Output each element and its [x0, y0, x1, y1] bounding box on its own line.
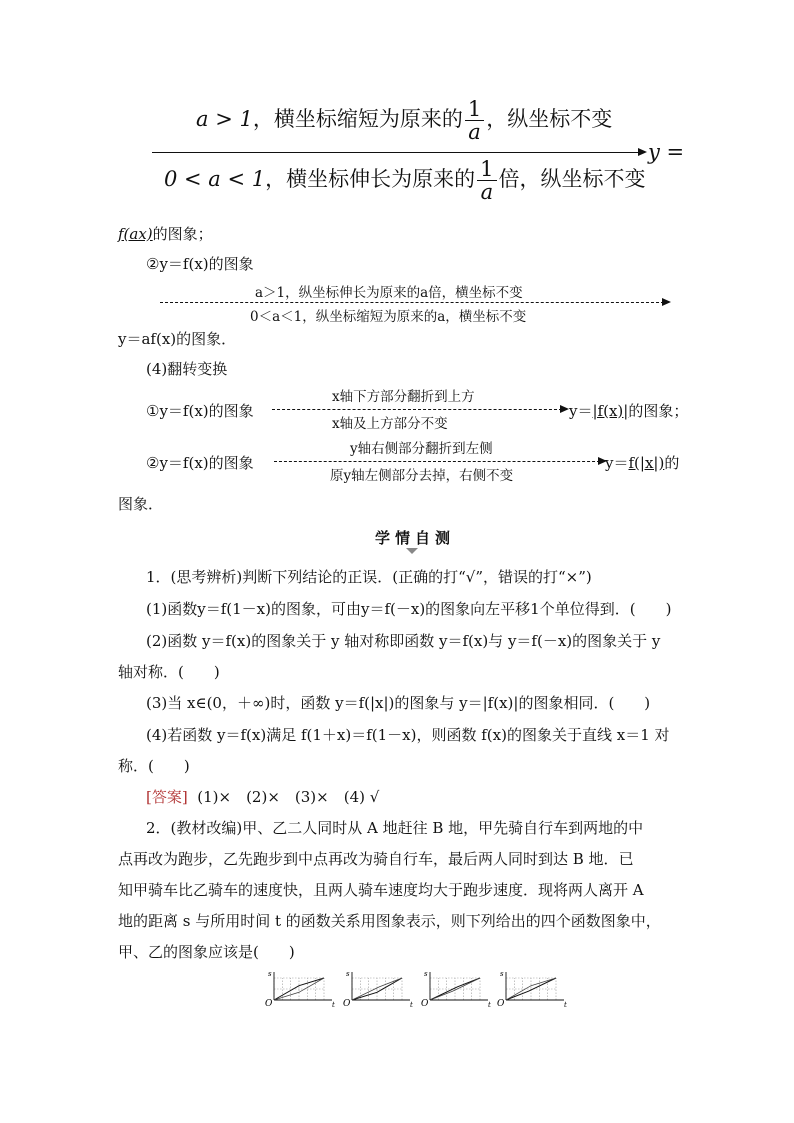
flip1-head: ①y＝f(x)的图象 — [146, 402, 254, 420]
item2-lower-condition: 0＜a＜1，纵坐标缩短为原来的a，横坐标不变 — [250, 309, 527, 325]
formula-arrow-line — [152, 152, 640, 153]
formula-upper — [196, 98, 612, 143]
flip2-result-term: f(|x|) — [628, 454, 665, 472]
formula-arrow-tail: y = — [648, 140, 685, 164]
fax-term: f(ax) — [118, 225, 153, 243]
flip1-upper-condition: x轴下方部分翻折到上方 — [332, 389, 475, 405]
formula-upper-prefix: a > 1 — [196, 107, 253, 131]
graph-option-3 — [418, 968, 494, 1008]
axis-label-s: s — [424, 970, 428, 978]
q1-item4-line1: (4)若函数 y＝f(x)满足 f(1＋x)＝f(1－x)，则函数 f(x)的图象关于直线 x＝1 对 — [146, 726, 670, 744]
fraction-denominator: a — [468, 120, 481, 144]
section-title: 学情自测 — [375, 529, 456, 547]
formula-upper-mid: ，横坐标缩短为原来的 — [252, 107, 463, 131]
flip1-result-pre: y＝ — [569, 402, 593, 420]
fax-line — [118, 223, 213, 244]
q2-line5: 甲、乙的图象应该是( ) — [118, 943, 295, 961]
axis-label-s: s — [346, 970, 350, 978]
item2-result: y＝af(x)的图象． — [118, 330, 237, 348]
flip1-arrow-head — [560, 405, 569, 413]
formula-arrow-head — [638, 148, 647, 156]
flip2-result-post: 的 — [664, 454, 680, 472]
flip2-result-line2: 图象． — [118, 495, 164, 513]
item2-head: ②y＝f(x)的图象 — [146, 255, 254, 273]
answer-text: (1)× (2)× (3)× (4) √ — [197, 788, 380, 806]
q1-item3: (3)当 x∈(0，＋∞)时，函数 y＝f(|x|)的图象与 y＝|f(x)|的图象相同．( ) — [146, 694, 651, 712]
formula-upper-suffix: ，纵坐标不变 — [486, 107, 613, 131]
formula-lower-mid: ，横坐标伸长为原来的 — [265, 167, 476, 191]
axis-label-t: t — [564, 1001, 567, 1008]
fraction-numerator: 1 — [465, 98, 484, 121]
axis-label-s: s — [268, 970, 272, 978]
answer-label: [答案] — [146, 788, 188, 806]
flip2-upper-condition: y轴右侧部分翻折到左侧 — [350, 441, 493, 457]
axis-origin: O — [343, 999, 351, 1008]
formula-lower-fraction — [477, 158, 496, 203]
section4-title: (4)翻转变换 — [146, 360, 228, 378]
q2-line4: 地的距离 s 与所用时间 t 的函数关系用图象表示，则下列给出的四个函数图象中， — [118, 912, 661, 930]
flip1-dashed-arrow — [272, 409, 562, 410]
section-title-marker-icon — [406, 548, 418, 554]
item2-arrow-head — [662, 298, 671, 306]
graph-option-4 — [494, 968, 570, 1008]
flip2-dashed-arrow — [274, 461, 600, 462]
fraction-denominator: a — [480, 180, 494, 204]
q2-line1: 2．(教材改编)甲、乙二人同时从 A 地赶往 B 地，甲先骑自行车到两地的中 — [146, 819, 644, 837]
flip2-head: ②y＝f(x)的图象 — [146, 454, 254, 472]
formula-lower-suffix: 倍，纵坐标不变 — [498, 167, 646, 191]
formula-lower-prefix: 0 < a < 1 — [164, 167, 266, 191]
flip1-result — [569, 400, 688, 421]
fax-suffix: 的图象； — [152, 225, 213, 243]
q1-item4-line2: 称．( ) — [118, 757, 190, 775]
formula-upper-fraction — [465, 98, 484, 143]
axis-origin: O — [497, 999, 505, 1008]
q1-item2-line1: (2)函数 y＝f(x)的图象关于 y 轴对称即函数 y＝f(x)与 y＝f(－x)的图象关于 y — [146, 632, 661, 650]
q1-answer — [146, 786, 379, 807]
flip1-result-term: |f(x)| — [592, 402, 629, 420]
fraction-numerator: 1 — [477, 158, 496, 181]
item2-upper-condition: a＞1，纵坐标伸长为原来的a倍，横坐标不变 — [255, 285, 523, 301]
graph-option-2 — [340, 968, 416, 1008]
flip1-result-post: 的图象； — [628, 402, 689, 420]
q1-item1: (1)函数y＝f(1－x)的图象，可由y＝f(－x)的图象向左平移1个单位得到．( ) — [146, 600, 672, 618]
flip2-lower-condition: 原y轴左侧部分去掉，右侧不变 — [330, 468, 514, 484]
q1-intro: 1．(思考辨析)判断下列结论的正误．(正确的打“√”，错误的打“×”) — [146, 568, 592, 586]
graph-option-1 — [262, 968, 338, 1008]
q2-line3: 知甲骑车比乙骑车的速度快，且两人骑车速度均大于跑步速度．现将两人离开 A — [118, 881, 644, 899]
q1-item2-line2: 轴对称．( ) — [118, 663, 220, 681]
flip1-lower-condition: x轴及上方部分不变 — [332, 416, 448, 432]
item2-dashed-arrow — [160, 302, 664, 303]
axis-label-t: t — [488, 1001, 491, 1008]
axis-label-t: t — [332, 1001, 335, 1008]
q2-line2: 点再改为跑步，乙先跑步到中点再改为骑自行车，最后两人同时到达 B 地．已 — [118, 850, 634, 868]
axis-origin: O — [265, 999, 273, 1008]
axis-label-t: t — [410, 1001, 413, 1008]
formula-lower — [164, 158, 646, 203]
axis-label-s: s — [500, 970, 504, 978]
flip2-result-pre: y＝ — [605, 454, 629, 472]
axis-origin: O — [421, 999, 429, 1008]
flip2-result — [605, 452, 679, 473]
